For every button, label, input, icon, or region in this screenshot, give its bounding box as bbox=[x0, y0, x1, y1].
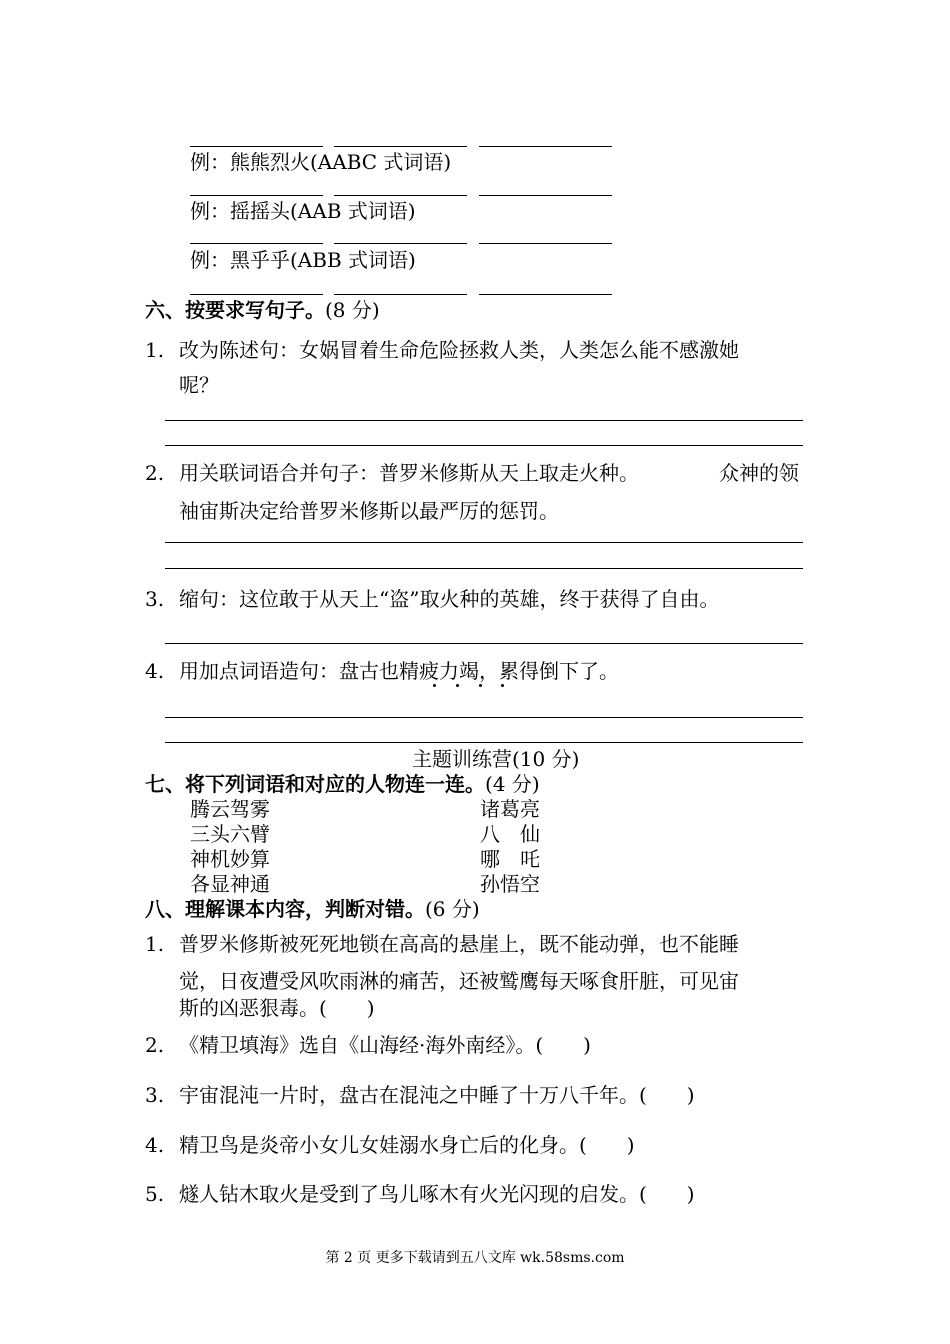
section-7-score: (4 分) bbox=[485, 772, 540, 796]
question-text: 众神的领 bbox=[719, 461, 799, 485]
answer-line[interactable] bbox=[165, 643, 803, 644]
answer-line[interactable] bbox=[165, 742, 803, 743]
emphasis-dot bbox=[501, 684, 504, 687]
section-7-heading bbox=[145, 772, 540, 796]
section-8-heading bbox=[145, 897, 480, 921]
answer-blank[interactable] bbox=[479, 294, 612, 295]
section-6-score: (8 分) bbox=[325, 298, 380, 322]
question-number: 3. bbox=[145, 587, 165, 611]
question-number: 1. bbox=[145, 338, 165, 362]
answer-line[interactable] bbox=[165, 445, 803, 446]
question-text: 《精卫填海》选自《山海经·海外南经》。( ) bbox=[179, 1033, 591, 1057]
section-6-heading bbox=[145, 298, 380, 322]
question-number: 5. bbox=[145, 1182, 165, 1206]
answer-blank[interactable] bbox=[190, 195, 323, 196]
match-word[interactable]: 三头六臂 bbox=[190, 822, 270, 846]
question-text: 用加点词语造句：盘古也精疲力竭，累得倒下了。 bbox=[179, 659, 619, 683]
section-6-title: 六、按要求写句子。 bbox=[145, 298, 325, 322]
match-word[interactable]: 神机妙算 bbox=[190, 847, 270, 871]
answer-line[interactable] bbox=[165, 420, 803, 421]
question-text: 用关联词语合并句子：普罗米修斯从天上取走火种。 bbox=[179, 461, 639, 485]
emphasis-dot bbox=[456, 684, 459, 687]
question-number: 1. bbox=[145, 932, 165, 956]
match-person[interactable]: 哪 吒 bbox=[480, 847, 540, 871]
question-text: 袖宙斯决定给普罗米修斯以最严厉的惩罚。 bbox=[179, 499, 559, 523]
answer-blank[interactable] bbox=[479, 243, 612, 244]
answer-line[interactable] bbox=[165, 717, 803, 718]
answer-blank[interactable] bbox=[190, 243, 323, 244]
question-text: 觉，日夜遭受风吹雨淋的痛苦，还被鹫鹰每天啄食肝脏，可见宙 bbox=[179, 969, 739, 993]
match-word[interactable]: 腾云驾雾 bbox=[190, 797, 270, 821]
emphasis-dot bbox=[479, 684, 482, 687]
example-aab: 例：摇摇头(AAB 式词语) bbox=[190, 199, 416, 223]
match-person[interactable]: 八 仙 bbox=[480, 822, 540, 846]
match-person[interactable]: 孙悟空 bbox=[480, 872, 540, 896]
question-number: 3. bbox=[145, 1083, 165, 1107]
question-text: 普罗米修斯被死死地锁在高高的悬崖上，既不能动弹，也不能睡 bbox=[179, 932, 739, 956]
question-number: 2. bbox=[145, 1033, 165, 1057]
question-text: 宇宙混沌一片时，盘古在混沌之中睡了十万八千年。( ) bbox=[179, 1083, 695, 1107]
question-number: 4. bbox=[145, 1133, 165, 1157]
question-text: 缩句：这位敢于从天上“盗”取火种的英雄，终于获得了自由。 bbox=[179, 587, 720, 611]
answer-blank[interactable] bbox=[334, 294, 467, 295]
question-text: 斯的凶恶狠毒。( ) bbox=[179, 996, 375, 1020]
answer-blank[interactable] bbox=[190, 294, 323, 295]
match-person[interactable]: 诸葛亮 bbox=[480, 797, 540, 821]
answer-blank[interactable] bbox=[334, 195, 467, 196]
question-text: 燧人钻木取火是受到了鸟儿啄木有火光闪现的启发。( ) bbox=[179, 1182, 695, 1206]
question-number: 4. bbox=[145, 659, 165, 683]
answer-blank[interactable] bbox=[190, 146, 323, 147]
answer-blank[interactable] bbox=[479, 146, 612, 147]
answer-blank[interactable] bbox=[334, 243, 467, 244]
answer-line[interactable] bbox=[165, 568, 803, 569]
answer-blank[interactable] bbox=[334, 146, 467, 147]
section-8-title: 八、理解课本内容，判断对错。 bbox=[145, 897, 425, 921]
theme-title: 主题训练营(10 分) bbox=[412, 747, 580, 771]
emphasis-dot bbox=[433, 684, 436, 687]
question-text: 改为陈述句：女娲冒着生命危险拯救人类，人类怎么能不感激她 bbox=[179, 338, 739, 362]
answer-line[interactable] bbox=[165, 542, 803, 543]
answer-blank[interactable] bbox=[479, 195, 612, 196]
example-aabc: 例：熊熊烈火(AABC 式词语) bbox=[190, 150, 452, 174]
question-text: 呢？ bbox=[179, 373, 219, 397]
match-word[interactable]: 各显神通 bbox=[190, 872, 270, 896]
page-footer: 第 2 页 更多下载请到五八文库 wk.58sms.com bbox=[325, 1250, 625, 1266]
question-text: 精卫鸟是炎帝小女儿女娃溺水身亡后的化身。( ) bbox=[179, 1133, 635, 1157]
example-abb: 例：黑乎乎(ABB 式词语) bbox=[190, 248, 416, 272]
section-7-title: 七、将下列词语和对应的人物连一连。 bbox=[145, 772, 485, 796]
section-8-score: (6 分) bbox=[425, 897, 480, 921]
question-number: 2. bbox=[145, 461, 165, 485]
